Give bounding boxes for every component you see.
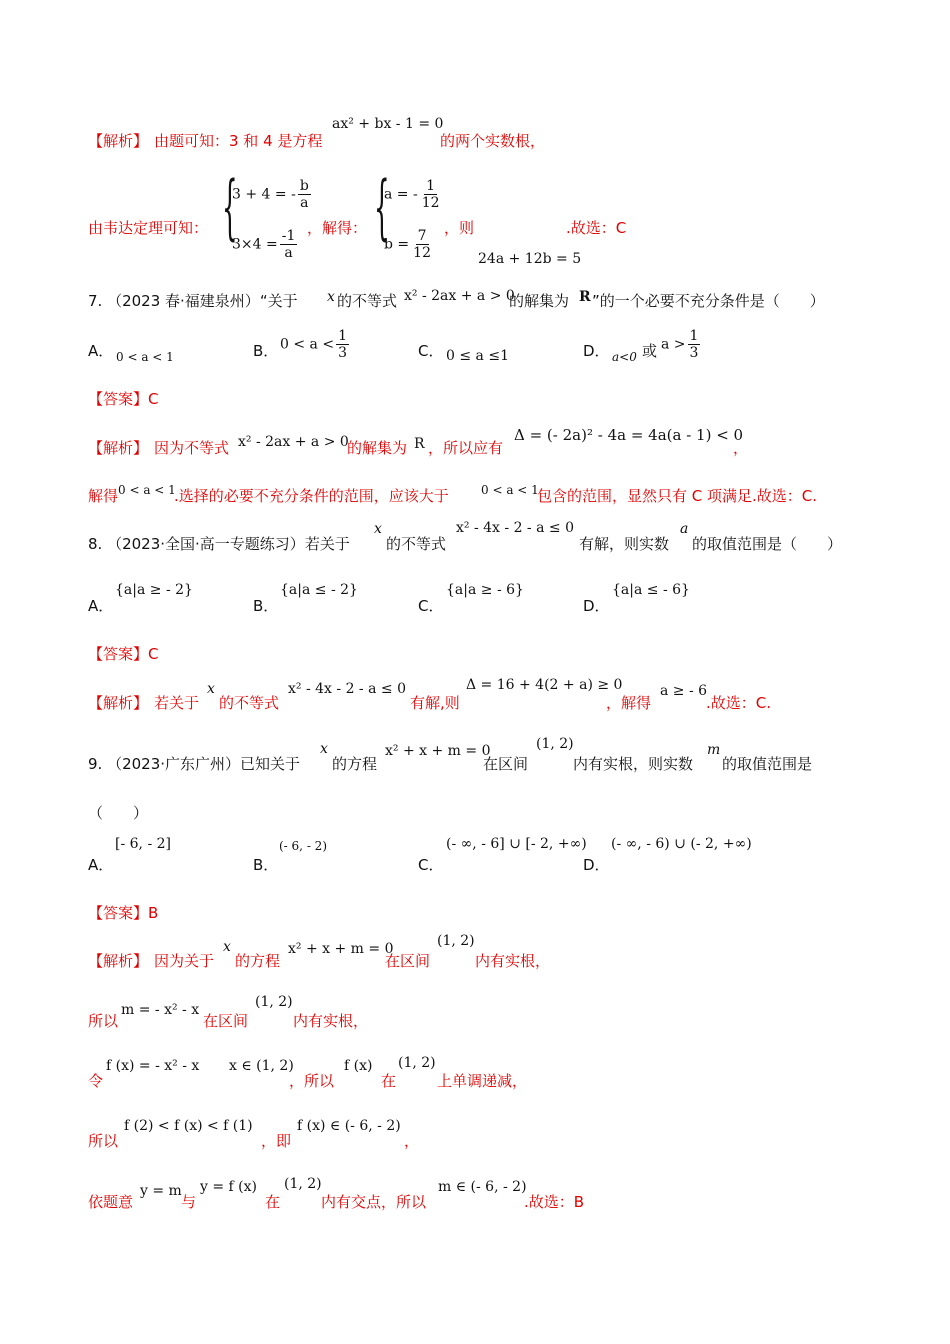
jiexi-text: 在 — [381, 1072, 397, 1090]
answer-parentheses: （ ） — [88, 804, 149, 822]
question-stem — [88, 754, 300, 774]
option-text: {a|a ≤ - 2} — [280, 582, 358, 598]
variable: x — [320, 741, 328, 757]
answer-value: C — [148, 390, 159, 408]
stem-text: 在区间 — [483, 755, 529, 773]
jiexi-text: 与 — [181, 1193, 197, 1211]
jiexi-text: ，所以应有 — [428, 439, 504, 457]
system-row — [384, 228, 435, 261]
equation: y = m — [140, 1183, 182, 1199]
jiexi-text: ，即 — [261, 1132, 292, 1150]
jiexi-text: 若关于 — [154, 694, 200, 712]
answer-line — [88, 644, 159, 664]
inequality: f (2) < f (x) < f (1) — [124, 1118, 253, 1134]
fraction-denominator: 12 — [413, 245, 431, 261]
option-text: {a|a ≤ - 6} — [612, 582, 690, 598]
option-letter: D． — [583, 856, 610, 874]
inequality: 0 < a < 1 — [118, 483, 176, 497]
delta-expression: Δ = (- 2a)² - 4a = 4a(a - 1) < 0 — [514, 426, 744, 444]
system-row-text: a = - — [384, 186, 418, 203]
equation: ax² + bx - 1 = 0 — [332, 116, 444, 132]
inequality: x² - 4x - 2 - a ≤ 0 — [456, 520, 574, 536]
fraction — [411, 228, 433, 261]
jiexi-text: 所以 — [88, 1012, 119, 1030]
answer-label: 【答案】 — [88, 645, 149, 663]
jiexi-text: 内有实根， — [475, 952, 551, 970]
inequality: x² - 2ax + a > 0 — [404, 288, 515, 304]
stem-text: 有解，则实数 — [579, 535, 670, 553]
option-text: (- ∞, - 6] ∪ [- 2, +∞) — [446, 836, 587, 852]
inequality: x² - 4x - 2 - a ≤ 0 — [288, 681, 406, 697]
range: f (x) ∈ (- 6, - 2) — [297, 1118, 401, 1134]
jiexi-text: 包含的范围，显然只有 C 项满足.故选：C. — [537, 487, 818, 505]
delta-expression: Δ = 16 + 4(2 + a) ≥ 0 — [466, 677, 623, 693]
system-row-text: b = — [384, 236, 410, 253]
jiexi-text: .故选：C — [566, 219, 627, 237]
jiexi-text: ，解得： — [307, 219, 368, 237]
answer-label: 【答案】 — [88, 904, 149, 922]
jiexi-label: 【解析】 — [88, 694, 149, 712]
jiexi-text: 的解集为 — [347, 439, 408, 457]
fraction-numerator: 1 — [689, 328, 699, 344]
option-letter: C． — [418, 342, 444, 360]
option-letter: D． — [583, 597, 610, 615]
fraction-numerator: -1 — [281, 228, 296, 244]
question-number: 9. — [88, 755, 103, 773]
stem-text: 的不等式 — [337, 292, 398, 310]
option-text: {a|a ≥ - 6} — [446, 582, 524, 598]
jiexi-text: 令 — [88, 1072, 104, 1090]
jiexi-label: 【解析】 — [88, 439, 149, 457]
interval: (1, 2) — [536, 736, 574, 752]
jiexi-text: 因为不等式 — [154, 439, 230, 457]
option-letter: C． — [418, 597, 444, 615]
set-r: R — [414, 436, 425, 452]
stem-text: 已知关于 — [240, 755, 301, 773]
jiexi-text: 的两个实数根， — [440, 132, 546, 150]
equation: x² + x + m = 0 — [385, 743, 491, 759]
jiexi-text: 的不等式 — [219, 694, 280, 712]
function: f (x) — [344, 1058, 373, 1074]
option-letter: B． — [253, 342, 279, 360]
system-row-text: 3×4 = — [232, 236, 278, 253]
interval: (1, 2) — [255, 994, 293, 1010]
answer-label: 【答案】 — [88, 390, 149, 408]
option-text: (- ∞, - 6) ∪ (- 2, +∞) — [611, 836, 752, 852]
result: a ≥ - 6 — [660, 683, 708, 699]
jiexi-label: 【解析】 — [88, 132, 149, 150]
fraction-numerator: 1 — [338, 328, 347, 344]
answer-value: B — [148, 904, 159, 922]
option-letter: C． — [418, 856, 444, 874]
equation: 24a + 12b = 5 — [478, 251, 582, 267]
fraction — [298, 178, 311, 211]
set-r: R — [579, 289, 591, 305]
jiexi-text: 在 — [265, 1193, 281, 1211]
variable: x — [207, 681, 215, 697]
system-row — [232, 228, 299, 261]
system-row — [384, 178, 444, 211]
option-letter: B． — [253, 597, 279, 615]
equation: x² + x + m = 0 — [288, 941, 394, 957]
inequality: 0 < a < 1 — [481, 483, 539, 497]
question-source: （2023·全国·高一专题练习） — [107, 535, 305, 553]
jiexi-text: ， — [404, 1132, 420, 1150]
jiexi-text: ，所以 — [289, 1072, 335, 1090]
option-letter: B． — [253, 856, 279, 874]
fraction-numerator: b — [299, 178, 309, 194]
option-text: a<0 — [612, 350, 637, 364]
range: m ∈ (- 6, - 2) — [438, 1179, 527, 1195]
question-number: 7. — [88, 292, 103, 310]
fraction-denominator: a — [300, 195, 309, 211]
jiexi-text: 解得 — [88, 487, 119, 505]
equation: y = f (x) — [200, 1179, 257, 1195]
domain: x ∈ (1, 2) — [229, 1058, 294, 1074]
option-text — [661, 328, 702, 361]
function-definition: f (x) = - x² - x — [106, 1058, 200, 1074]
question-source: （2023·广东广州） — [107, 755, 241, 773]
stem-text: ”的一个必要不充分条件是（ ） — [592, 292, 825, 310]
option-letter: D． — [583, 342, 610, 360]
stem-text: 的解集为 — [509, 292, 570, 310]
interval: (1, 2) — [398, 1055, 436, 1071]
jiexi-text: .故选：C. — [706, 694, 772, 712]
option-text — [280, 328, 351, 361]
brace: { — [222, 166, 238, 248]
question-stem — [88, 291, 298, 311]
fraction-denominator: 12 — [421, 195, 440, 211]
option-text-part: a > — [661, 336, 686, 353]
jiexi-text: 在区间 — [385, 952, 431, 970]
stem-text: “关于 — [259, 292, 298, 310]
variable: x — [223, 939, 231, 955]
jiexi-text: .选择的必要不充分条件的范围，应该大于 — [174, 487, 449, 505]
jiexi-text: 由韦达定理可知： — [88, 219, 209, 237]
equation: m = - x² - x — [121, 1002, 200, 1018]
interval: (1, 2) — [437, 933, 475, 949]
option-letter: A． — [88, 856, 114, 874]
option-letter: A． — [88, 597, 114, 615]
interval: (1, 2) — [284, 1176, 322, 1192]
inequality: x² - 2ax + a > 0 — [238, 434, 349, 450]
fraction-numerator: 7 — [417, 228, 427, 244]
option-text: [- 6, - 2] — [115, 836, 171, 852]
jiexi-text: 所以 — [88, 1132, 119, 1150]
variable: a — [680, 521, 689, 537]
system-row — [232, 178, 313, 211]
jiexi-text: 内有实根， — [293, 1012, 369, 1030]
jiexi-text: 依题意 — [88, 1193, 134, 1211]
option-text: 0 ≤ a ≤1 — [446, 348, 509, 364]
option-text: (- 6, - 2) — [279, 839, 327, 853]
jiexi-text: .故选：B — [524, 1193, 585, 1211]
jiexi-text: 有解,则 — [410, 694, 460, 712]
fraction-denominator: 3 — [338, 345, 347, 361]
jiexi-text: ， — [733, 439, 749, 457]
option-text: {a|a ≥ - 2} — [115, 582, 193, 598]
jiexi-text: 由题可知：3 和 4 是方程 — [154, 132, 323, 150]
fraction-denominator: 3 — [689, 345, 699, 361]
jiexi-text: 因为关于 — [154, 952, 215, 970]
fraction — [688, 328, 701, 361]
variable: m — [707, 742, 721, 758]
jiexi-text: 的方程 — [235, 952, 281, 970]
stem-text: 的取值范围是（ ） — [692, 535, 843, 553]
fraction-denominator: a — [284, 245, 293, 261]
option-text: 或 — [642, 342, 658, 360]
answer-line — [88, 903, 158, 923]
stem-text: 的不等式 — [386, 535, 447, 553]
stem-text: 内有实根，则实数 — [573, 755, 694, 773]
brace: { — [374, 166, 390, 248]
variable: x — [374, 521, 382, 537]
stem-text: 若关于 — [304, 535, 350, 553]
answer-line — [88, 389, 159, 409]
option-text: 0 < a < 1 — [116, 350, 174, 364]
option-text-part: 0 < a < — [280, 336, 335, 353]
jiexi-text: 在区间 — [203, 1012, 249, 1030]
jiexi-text: 上单调递减， — [437, 1072, 528, 1090]
jiexi-text: ，解得 — [606, 694, 652, 712]
jiexi-text: 内有交点，所以 — [321, 1193, 427, 1211]
answer-value: C — [148, 645, 159, 663]
option-letter: A． — [88, 342, 114, 360]
variable: x — [327, 289, 335, 305]
question-stem — [88, 534, 350, 554]
stem-text: 的方程 — [332, 755, 378, 773]
system-row-text: 3 + 4 = - — [232, 186, 296, 203]
jiexi-label: 【解析】 — [88, 952, 149, 970]
stem-text: 的取值范围是 — [722, 755, 813, 773]
question-number: 8. — [88, 535, 103, 553]
fraction — [420, 178, 442, 211]
fraction — [280, 228, 298, 261]
question-source: （2023 春·福建泉州） — [107, 292, 260, 310]
fraction-numerator: 1 — [426, 178, 436, 194]
fraction — [336, 328, 349, 361]
jiexi-text: ，则 — [444, 219, 475, 237]
